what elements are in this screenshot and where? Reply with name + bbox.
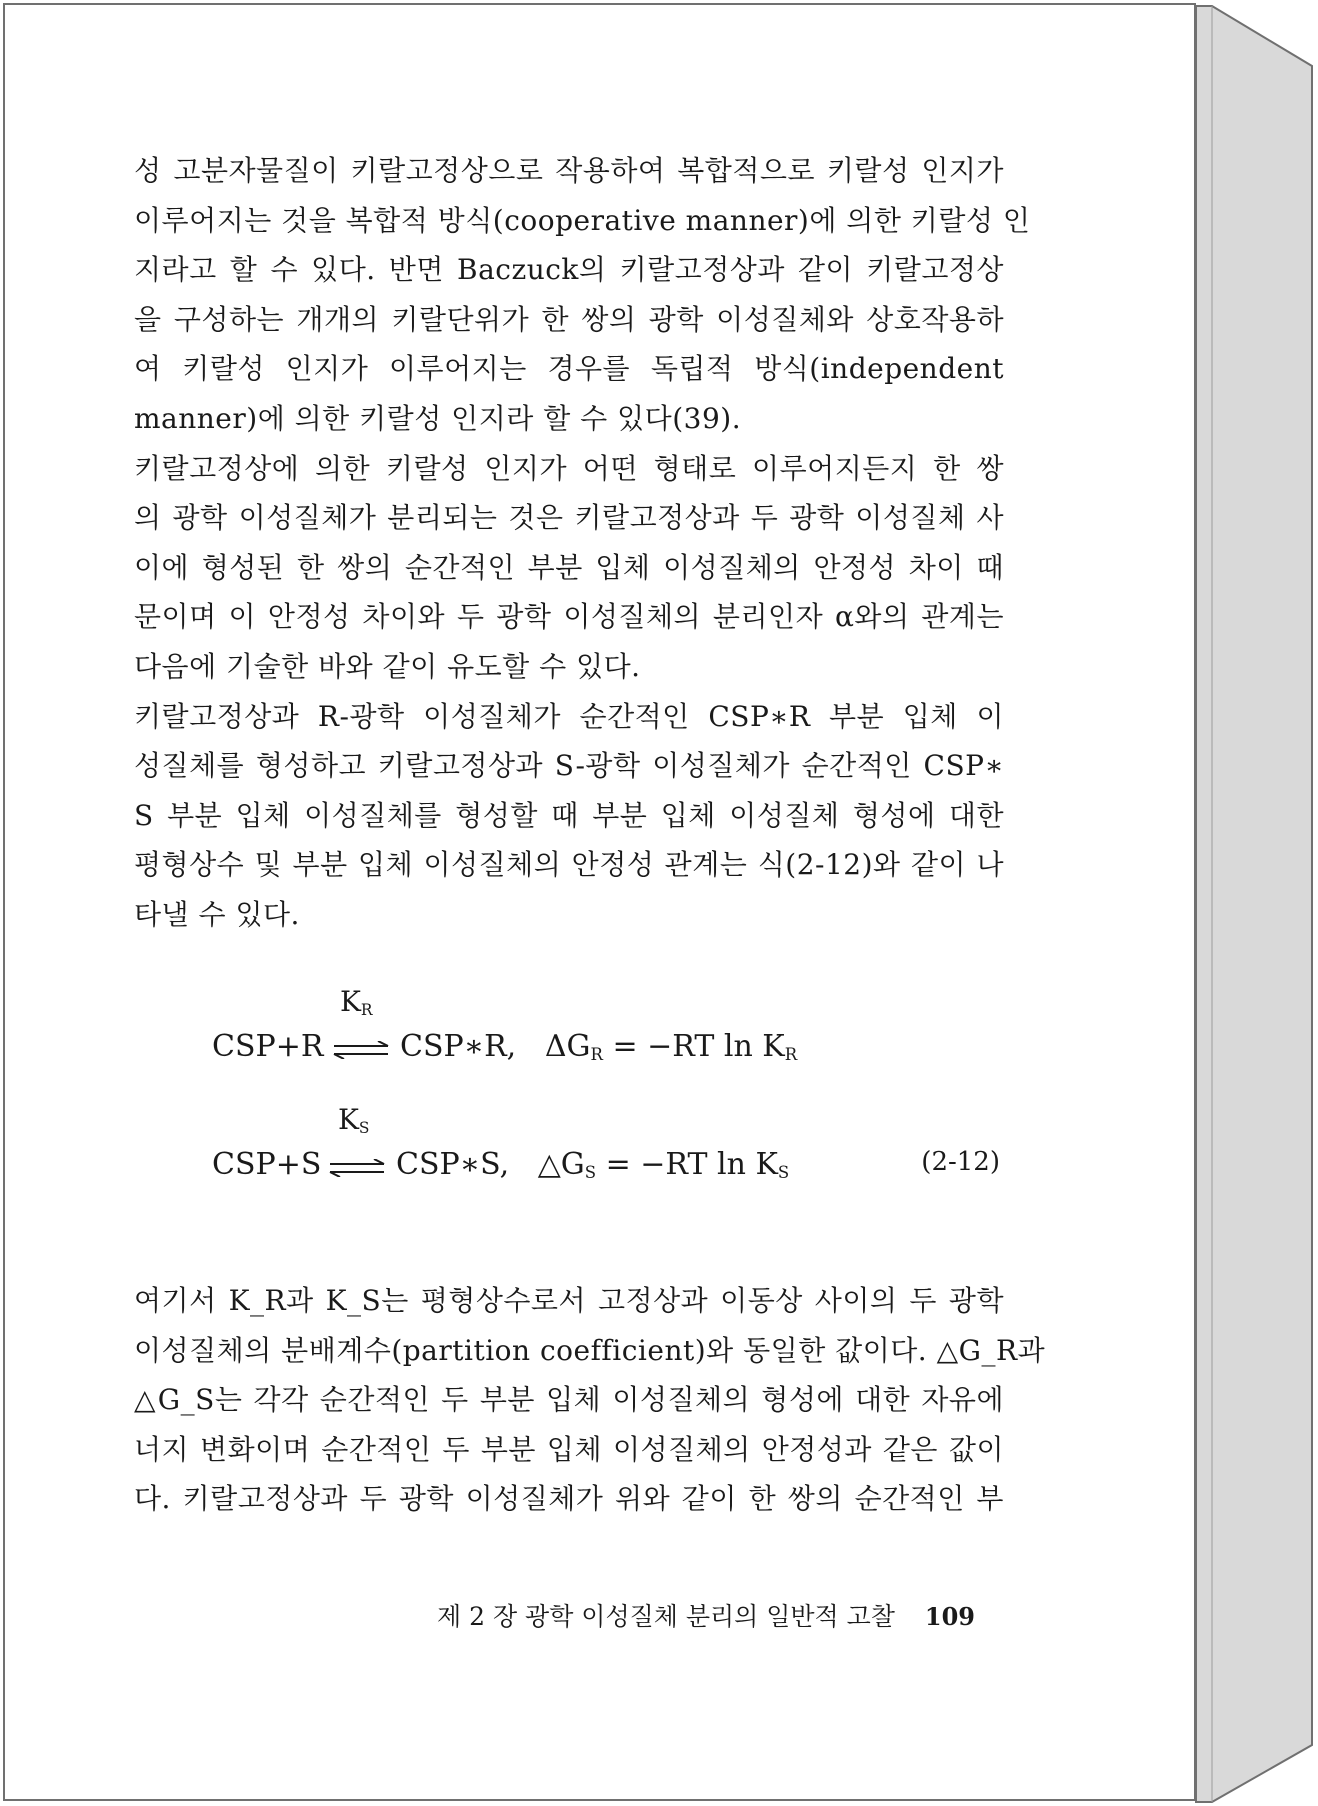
text-line: 문이며 이 안정성 차이와 두 광학 이성질체의 분리인자 α와의 관계는	[134, 600, 1004, 634]
equation-rhs: CSP∗S, $\triangle G_S = -RT$ $\ln K_S$	[396, 1147, 790, 1183]
equation-block	[210, 985, 1010, 1221]
equation-r	[210, 985, 1010, 1103]
equation-rhs: CSP∗R, $\Delta G_R = -RT$ $\ln K_R$	[400, 1029, 798, 1065]
paragraph-3	[134, 692, 1004, 940]
text-line: 타낼 수 있다.	[134, 897, 300, 931]
text-line: 지라고 할 수 있다. 반면 Baczuck의 키랄고정상과 같이 키랄고정상	[134, 253, 1004, 287]
text-line: 다음에 기술한 바와 같이 유도할 수 있다.	[134, 649, 641, 683]
equilibrium-arrows-icon	[332, 1041, 390, 1059]
chapter-title: 제 2 장 광학 이성질체 분리의 일반적 고찰	[437, 1602, 895, 1631]
equation-lhs: CSP+S	[212, 1147, 322, 1182]
text-line: 다. 키랄고정상과 두 광학 이성질체가 위와 같이 한 쌍의 순간적인 부	[134, 1482, 1004, 1516]
equilibrium-constant-label: $K_S$	[338, 1103, 370, 1137]
text-line: 이루어지는 것을 복합적 방식(cooperative manner)에 의한 키랄성 인	[134, 203, 1031, 237]
body-text-continued	[134, 1276, 1046, 1524]
text-line: 여 키랄성 인지가 이루어지는 경우를 독립적 방식(independent	[134, 352, 1004, 386]
equation-s	[210, 1103, 1010, 1221]
paragraph-2	[134, 444, 1004, 692]
paragraph-4	[134, 1276, 1046, 1524]
text-line: 키랄고정상에 의한 키랄성 인지가 어떤 형태로 이루어지든지 한 쌍	[134, 451, 1004, 485]
text-line: 의 광학 이성질체가 분리되는 것은 키랄고정상과 두 광학 이성질체 사	[134, 501, 1004, 535]
text-line: 성 고분자물질이 키랄고정상으로 작용하여 복합적으로 키랄성 인지가	[134, 154, 1004, 187]
body-text	[134, 146, 1031, 940]
text-line: 이성질체의 분배계수(partition coefficient)와 동일한 값이다. △G_R과	[134, 1333, 1046, 1367]
text-line: S 부분 입체 이성질체를 형성할 때 부분 입체 이성질체 형성에 대한	[134, 798, 1004, 832]
equation-lhs: CSP+R	[212, 1029, 324, 1064]
page-number: 109	[924, 1602, 975, 1631]
equilibrium-constant-label: $K_R$	[340, 985, 373, 1019]
text-line: manner)에 의한 키랄성 인지라 할 수 있다(39).	[134, 401, 742, 435]
equilibrium-arrows-icon	[328, 1159, 386, 1177]
text-line: 이에 형성된 한 쌍의 순간적인 부분 입체 이성질체의 안정성 차이 때	[134, 550, 1004, 584]
text-line: 너지 변화이며 순간적인 두 부분 입체 이성질체의 안정성과 같은 값이	[134, 1432, 1004, 1466]
text-line: 성질체를 형성하고 키랄고정상과 S-광학 이성질체가 순간적인 CSP∗	[134, 749, 1004, 783]
equation-number: (2-12)	[921, 1147, 1000, 1177]
text-line: 여기서 K_R과 K_S는 평형상수로서 고정상과 이동상 사이의 두 광학	[134, 1284, 1004, 1317]
text-line: 키랄고정상과 R-광학 이성질체가 순간적인 CSP∗R 부분 입체 이	[134, 699, 1004, 733]
text-line: 을 구성하는 개개의 키랄단위가 한 쌍의 광학 이성질체와 상호작용하	[134, 302, 1004, 336]
text-line: △G_S는 각각 순간적인 두 부분 입체 이성질체의 형성에 대한 자유에	[134, 1383, 1004, 1417]
paragraph-1	[134, 146, 1031, 444]
running-footer	[437, 1597, 997, 1633]
text-line: 평형상수 및 부분 입체 이성질체의 안정성 관계는 식(2-12)와 같이 나	[134, 848, 1004, 882]
